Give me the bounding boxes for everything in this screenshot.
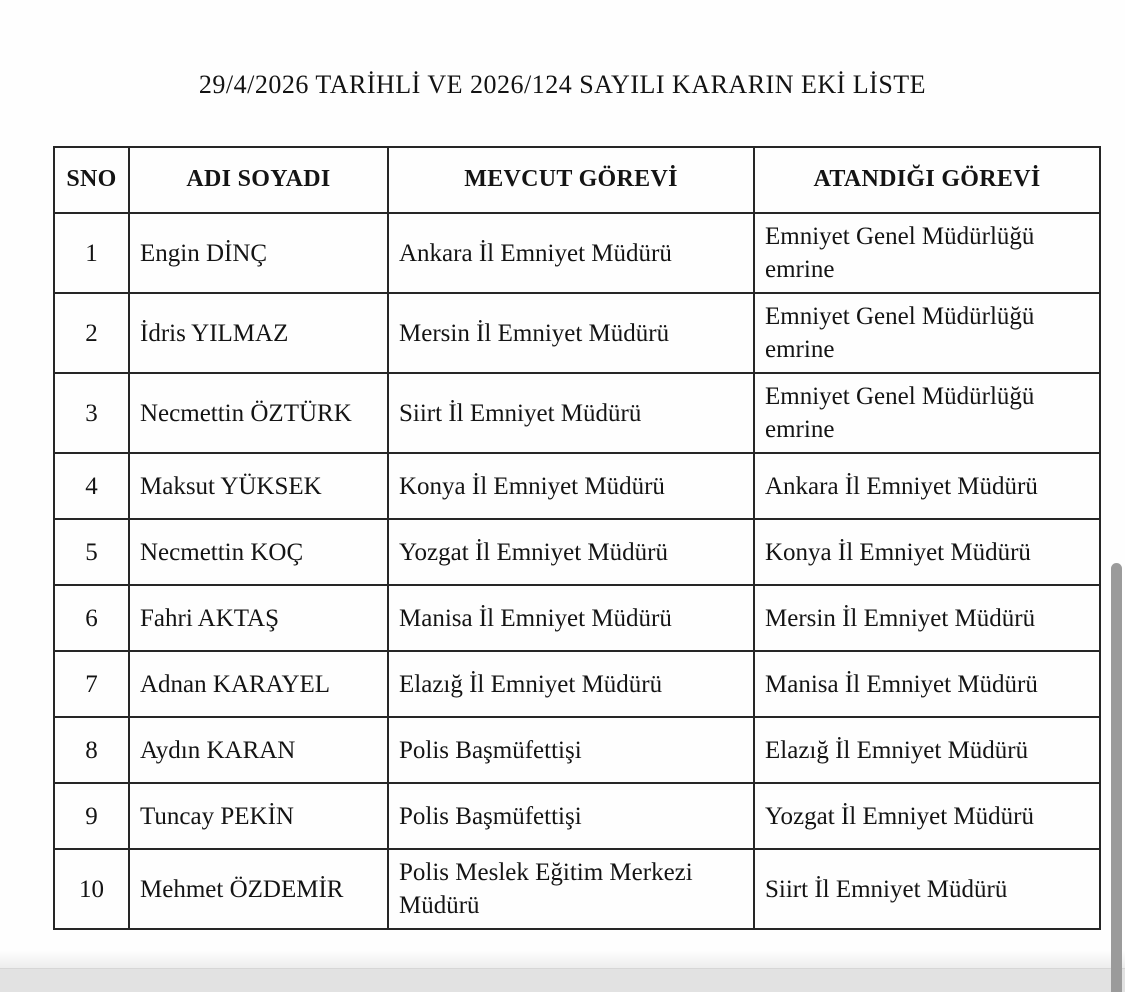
cell-sno: 5 [54,519,129,585]
cell-sno: 9 [54,783,129,849]
cell-current-duty: Manisa İl Emniyet Müdürü [388,585,754,651]
viewer-bottom-band [0,968,1125,992]
column-header-sno: SNO [54,147,129,213]
cell-name: Tuncay PEKİN [129,783,388,849]
cell-name: Fahri AKTAŞ [129,585,388,651]
table-row [54,585,1100,651]
cell-assigned-duty: Emniyet Genel Müdürlüğü emrine [754,213,1100,293]
cell-name: Maksut YÜKSEK [129,453,388,519]
cell-sno: 1 [54,213,129,293]
table-row [54,293,1100,373]
cell-sno: 2 [54,293,129,373]
cell-sno: 8 [54,717,129,783]
cell-sno: 7 [54,651,129,717]
cell-current-duty: Polis Başmüfettişi [388,783,754,849]
cell-name: İdris YILMAZ [129,293,388,373]
table-row [54,519,1100,585]
table-row [54,213,1100,293]
cell-name: Necmettin ÖZTÜRK [129,373,388,453]
cell-assigned-duty: Yozgat İl Emniyet Müdürü [754,783,1100,849]
cell-assigned-duty: Manisa İl Emniyet Müdürü [754,651,1100,717]
column-header-name: ADI SOYADI [129,147,388,213]
cell-name: Mehmet ÖZDEMİR [129,849,388,929]
table-row [54,651,1100,717]
scrollbar-track[interactable] [1109,0,1125,992]
cell-sno: 10 [54,849,129,929]
cell-current-duty: Polis Başmüfettişi [388,717,754,783]
column-header-current-duty: MEVCUT GÖREVİ [388,147,754,213]
cell-assigned-duty: Ankara İl Emniyet Müdürü [754,453,1100,519]
cell-assigned-duty: Elazığ İl Emniyet Müdürü [754,717,1100,783]
cell-assigned-duty: Mersin İl Emniyet Müdürü [754,585,1100,651]
table-row [54,783,1100,849]
cell-assigned-duty: Siirt İl Emniyet Müdürü [754,849,1100,929]
cell-current-duty: Elazığ İl Emniyet Müdürü [388,651,754,717]
table-row [54,717,1100,783]
cell-current-duty: Ankara İl Emniyet Müdürü [388,213,754,293]
cell-sno: 4 [54,453,129,519]
cell-name: Necmettin KOÇ [129,519,388,585]
cell-assigned-duty: Emniyet Genel Müdürlüğü emrine [754,293,1100,373]
page-bottom-shadow [0,951,1125,968]
cell-current-duty: Konya İl Emniyet Müdürü [388,453,754,519]
cell-assigned-duty: Konya İl Emniyet Müdürü [754,519,1100,585]
table-body [54,213,1100,929]
cell-sno: 3 [54,373,129,453]
cell-sno: 6 [54,585,129,651]
scrollbar-thumb[interactable] [1111,563,1122,992]
table-row [54,453,1100,519]
table-row [54,373,1100,453]
cell-current-duty: Yozgat İl Emniyet Müdürü [388,519,754,585]
table-header-row [54,147,1100,213]
cell-current-duty: Polis Meslek Eğitim Merkezi Müdürü [388,849,754,929]
cell-name: Aydın KARAN [129,717,388,783]
cell-name: Adnan KARAYEL [129,651,388,717]
cell-assigned-duty: Emniyet Genel Müdürlüğü emrine [754,373,1100,453]
table-row [54,849,1100,929]
appointments-table [53,146,1101,930]
cell-name: Engin DİNÇ [129,213,388,293]
column-header-assigned-duty: ATANDIĞI GÖREVİ [754,147,1100,213]
document-title: 29/4/2026 TARİHLİ VE 2026/124 SAYILI KARARIN EKİ LİSTE [198,70,927,99]
cell-current-duty: Siirt İl Emniyet Müdürü [388,373,754,453]
cell-current-duty: Mersin İl Emniyet Müdürü [388,293,754,373]
